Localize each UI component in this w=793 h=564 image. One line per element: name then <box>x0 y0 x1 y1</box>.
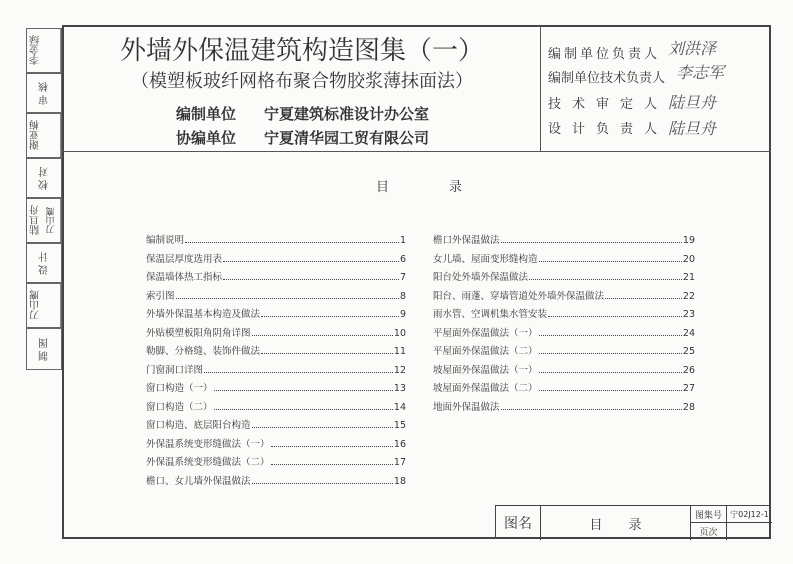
page-label: 页次 <box>691 523 727 540</box>
toc-entry-page: 11 <box>393 346 406 357</box>
side-cell: 谢亚梅 <box>26 113 62 158</box>
side-cell: 校 对 <box>26 158 62 198</box>
dot-leader <box>252 427 393 428</box>
dot-leader <box>185 242 399 243</box>
dot-leader <box>252 483 393 484</box>
toc-entry-title: 外贴模塑板阳角阴角详图 <box>146 327 251 339</box>
toc-entry-page: 13 <box>393 383 406 394</box>
toc-entry <box>433 269 695 288</box>
toc-entry-title: 门窗洞口详图 <box>146 364 204 376</box>
side-cell: 制 图 <box>26 328 62 370</box>
toc-entry-page: 9 <box>399 309 406 320</box>
toc-entry-page: 26 <box>682 364 695 376</box>
dot-leader <box>223 261 399 262</box>
toc-entry-title: 外墙外保温基本构造及做法 <box>146 309 261 320</box>
header-divider <box>540 25 541 151</box>
dot-leader <box>501 242 682 243</box>
toc-entry <box>433 362 695 381</box>
toc-entry-page: 19 <box>682 235 695 246</box>
sign-role: 技术审定人 <box>548 97 669 112</box>
toc-entry-page: 17 <box>393 457 406 468</box>
toc-entry-title: 地面外保温做法 <box>433 401 500 413</box>
dot-leader <box>539 335 682 336</box>
org-label: 编制单位 <box>176 105 237 123</box>
dot-leader <box>214 409 393 410</box>
toc-entry-page: 27 <box>682 383 695 394</box>
toc-entry <box>433 399 695 418</box>
toc-entry <box>146 251 406 270</box>
toc-entry-title: 保温墙体热工指标 <box>146 272 223 283</box>
atlas-subtitle: （模塑板玻纤网格布聚合物胶浆薄抹面法） <box>131 71 473 92</box>
dot-leader <box>548 316 682 317</box>
toc-entry <box>146 362 406 381</box>
side-cell: 陆旦舟 刀山鹰 <box>26 198 62 243</box>
toc-entry-title: 勒脚、分格缝、装饰件做法 <box>146 346 261 357</box>
toc-entry-page: 16 <box>393 438 406 450</box>
dot-leader <box>176 298 399 299</box>
toc-entry-title: 平屋面外保温做法（二） <box>433 346 538 357</box>
toc-entry <box>433 251 695 270</box>
toc-entry-page: 28 <box>682 401 695 413</box>
toc-entry <box>433 343 695 362</box>
toc-entry-page: 20 <box>682 253 695 265</box>
signature: 陆旦舟 <box>668 119 717 138</box>
toc-entry-page: 25 <box>682 346 695 357</box>
dot-leader <box>539 372 682 373</box>
dot-leader <box>261 316 399 317</box>
dot-leader <box>539 390 682 391</box>
toc-left-column <box>146 232 406 491</box>
toc-entry-title: 窗口构造（二） <box>146 401 213 413</box>
sign-role: 设计负责人 <box>548 122 669 137</box>
toc-entry-title: 保温层厚度选用表 <box>146 253 223 265</box>
side-cell: 审 核 <box>26 73 62 113</box>
dot-leader <box>501 409 682 410</box>
atlas-title: 外墙外保温建筑构造图集（一） <box>119 36 484 66</box>
toc-entry-page: 12 <box>393 364 406 376</box>
toc-entry-title: 雨水管、空调机集水管安装 <box>433 309 548 320</box>
org-value: 宁夏建筑标准设计办公室 <box>264 105 430 123</box>
dot-leader <box>539 261 682 262</box>
toc-entry <box>433 306 695 325</box>
atlas-number-value: 宁02J12-1 <box>727 506 772 523</box>
dot-leader <box>539 353 682 354</box>
toc-entry-title: 外保温系统变形缝做法（二） <box>146 457 270 468</box>
dot-leader <box>252 335 393 336</box>
toc-entry-title: 檐口外保温做法 <box>433 235 500 246</box>
toc-entry <box>146 232 406 251</box>
toc-entry-page: 7 <box>399 272 406 283</box>
dot-leader <box>271 464 393 465</box>
page-value <box>727 523 772 540</box>
toc-entry <box>146 436 406 455</box>
toc-entry-title: 窗口构造（一） <box>146 383 213 394</box>
toc-entry-title: 索引图 <box>146 290 175 302</box>
dot-leader <box>204 372 393 373</box>
toc-entry-title: 平屋面外保温做法（一） <box>433 327 538 339</box>
toc-entry <box>433 380 695 399</box>
toc-entry <box>146 306 406 325</box>
title-block <box>495 505 771 539</box>
side-cell: 李金绿 <box>26 28 62 73</box>
toc-entry-page: 24 <box>682 327 695 339</box>
side-cell: 刀山鹰 <box>26 283 62 328</box>
toc-entry-title: 窗口构造、底层阳台构造 <box>146 420 251 431</box>
toc-entry-title: 女儿墙、屋面变形缝构造 <box>433 253 538 265</box>
toc-entry-title: 阳台处外墙外保温做法 <box>433 272 529 283</box>
toc-entry <box>146 454 406 473</box>
signature: 陆旦舟 <box>668 93 717 112</box>
dot-leader <box>261 353 393 354</box>
toc-entry-page: 21 <box>682 272 695 283</box>
toc-entry <box>146 417 406 436</box>
toc-entry <box>146 325 406 344</box>
toc-entry <box>433 232 695 251</box>
dot-leader <box>214 390 393 391</box>
atlas-number-label: 图集号 <box>691 506 727 523</box>
sign-role: 编制单位负责人 <box>548 47 661 62</box>
signature: 刘洪泽 <box>668 39 717 58</box>
toc-entry-page: 23 <box>682 309 695 320</box>
toc-entry <box>146 269 406 288</box>
toc-entry <box>146 399 406 418</box>
toc-entry <box>433 288 695 307</box>
toc-entry-title: 坡屋面外保温做法（一） <box>433 364 538 376</box>
toc-entry <box>146 380 406 399</box>
toc-heading: 目录 <box>376 180 523 195</box>
toc-entry-title: 檐口、女儿墙外保温做法 <box>146 475 251 487</box>
toc-entry <box>433 325 695 344</box>
sign-role: 编制单位技术负责人 <box>548 71 666 86</box>
toc-entry-page: 14 <box>393 401 406 413</box>
toc-entry-page: 10 <box>393 327 406 339</box>
toc-entry-page: 6 <box>399 253 406 265</box>
dot-leader <box>271 446 393 447</box>
drawing-name-label: 图名 <box>496 506 541 540</box>
toc-entry-title: 编制说明 <box>146 235 185 246</box>
toc-entry <box>146 288 406 307</box>
toc-entry-page: 15 <box>393 420 406 431</box>
toc-entry-page: 18 <box>393 475 406 487</box>
drawing-name-value: 目 录 <box>541 506 691 540</box>
toc-entry-title: 阳台、雨蓬、穿墙管道处外墙外保温做法 <box>433 290 605 302</box>
side-cell: 设 计 <box>26 243 62 283</box>
toc-entry-page: 1 <box>399 235 406 246</box>
coorg-value: 宁夏清华园工贸有限公司 <box>264 129 430 147</box>
coorg-label: 协编单位 <box>176 129 237 147</box>
dot-leader <box>605 298 682 299</box>
dot-leader <box>529 279 682 280</box>
toc-entry-page: 8 <box>399 290 406 302</box>
toc-right-column <box>433 232 695 417</box>
signature: 李志军 <box>676 63 725 82</box>
toc-entry-title: 外保温系统变形缝做法（一） <box>146 438 270 450</box>
toc-entry <box>146 343 406 362</box>
toc-entry-title: 坡屋面外保温做法（二） <box>433 383 538 394</box>
dot-leader <box>223 279 399 280</box>
toc-entry <box>146 473 406 492</box>
toc-entry-page: 22 <box>682 290 695 302</box>
